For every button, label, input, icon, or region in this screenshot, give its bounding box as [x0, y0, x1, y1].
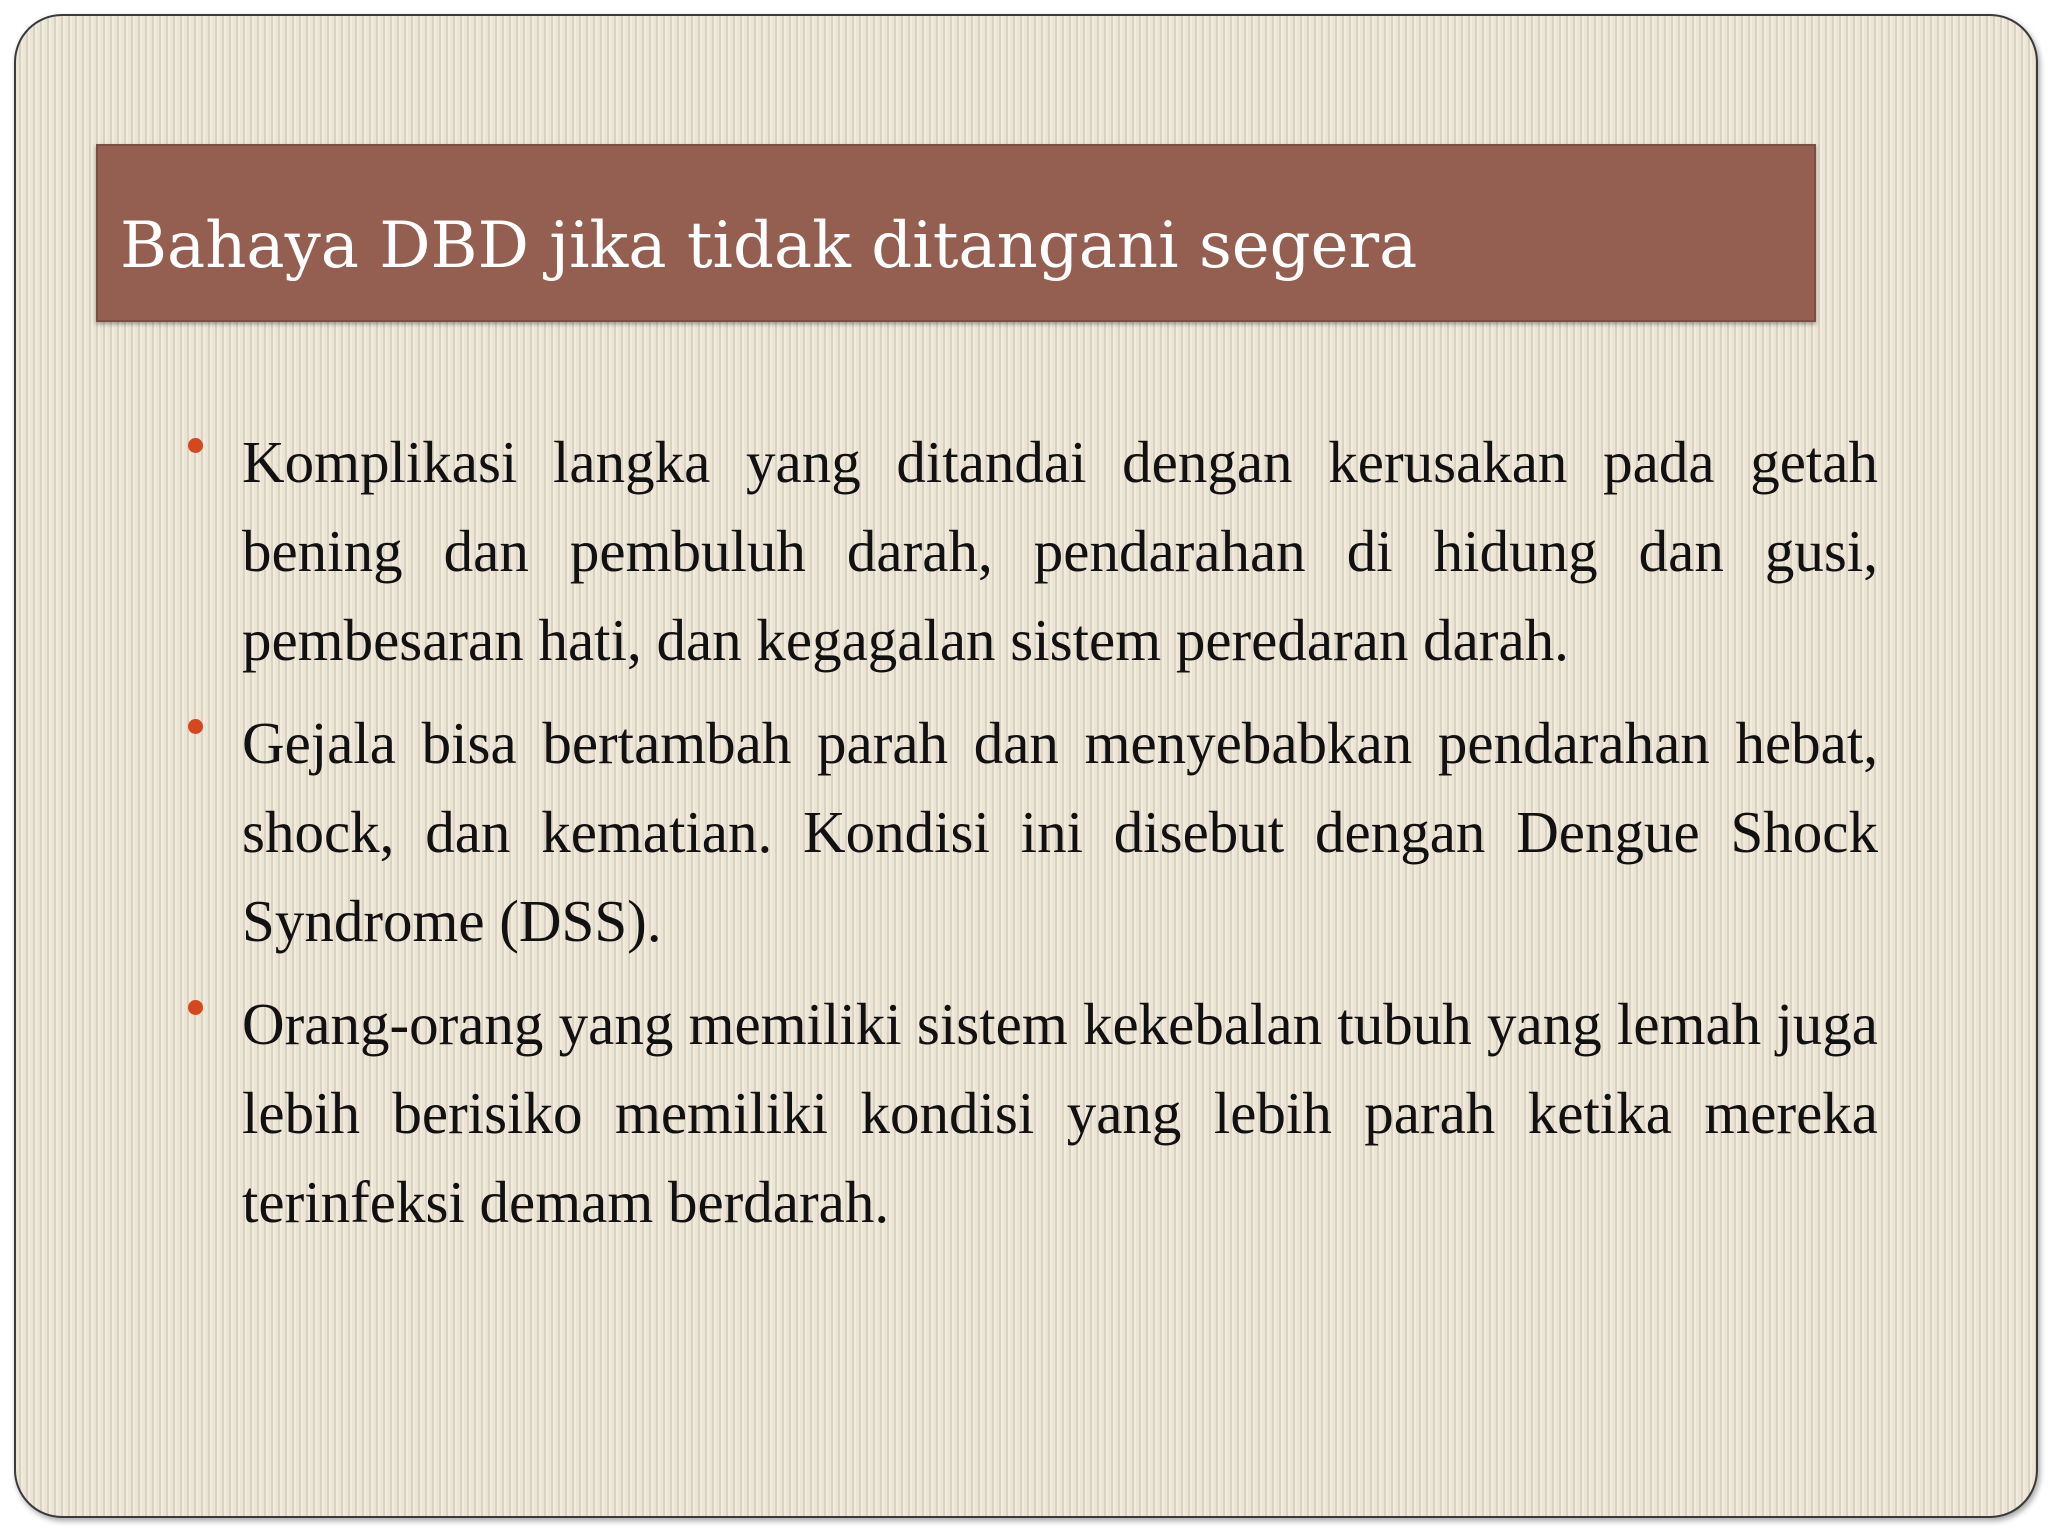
bullet-item	[178, 980, 1878, 1247]
bullet-text: Orang-orang yang memiliki sistem kekebalan tubuh yang lemah juga lebih berisiko memiliki kondisi yang lebih parah ketika mereka terinfeksi demam berdarah.	[242, 991, 1878, 1235]
bullet-list	[178, 418, 1878, 1261]
slide	[14, 14, 2038, 1518]
bullet-item	[178, 418, 1878, 685]
bullet-dot-icon	[188, 1000, 203, 1015]
slide-title: Bahaya DBD jika tidak ditangani segera	[120, 209, 1418, 283]
bullet-text: Komplikasi langka yang ditandai dengan kerusakan pada getah bening dan pembuluh darah, pendarahan di hidung dan gusi, pembesaran hati, dan kegagalan sistem peredaran darah.	[242, 429, 1878, 673]
bullet-dot-icon	[188, 719, 203, 734]
bullet-dot-icon	[188, 438, 203, 453]
title-bar	[96, 144, 1816, 322]
bullet-text: Gejala bisa bertambah parah dan menyebabkan pendarahan hebat, shock, dan kematian. Kondisi ini disebut dengan Dengue Shock Syndrome (DSS).	[242, 710, 1878, 954]
bullet-item	[178, 699, 1878, 966]
